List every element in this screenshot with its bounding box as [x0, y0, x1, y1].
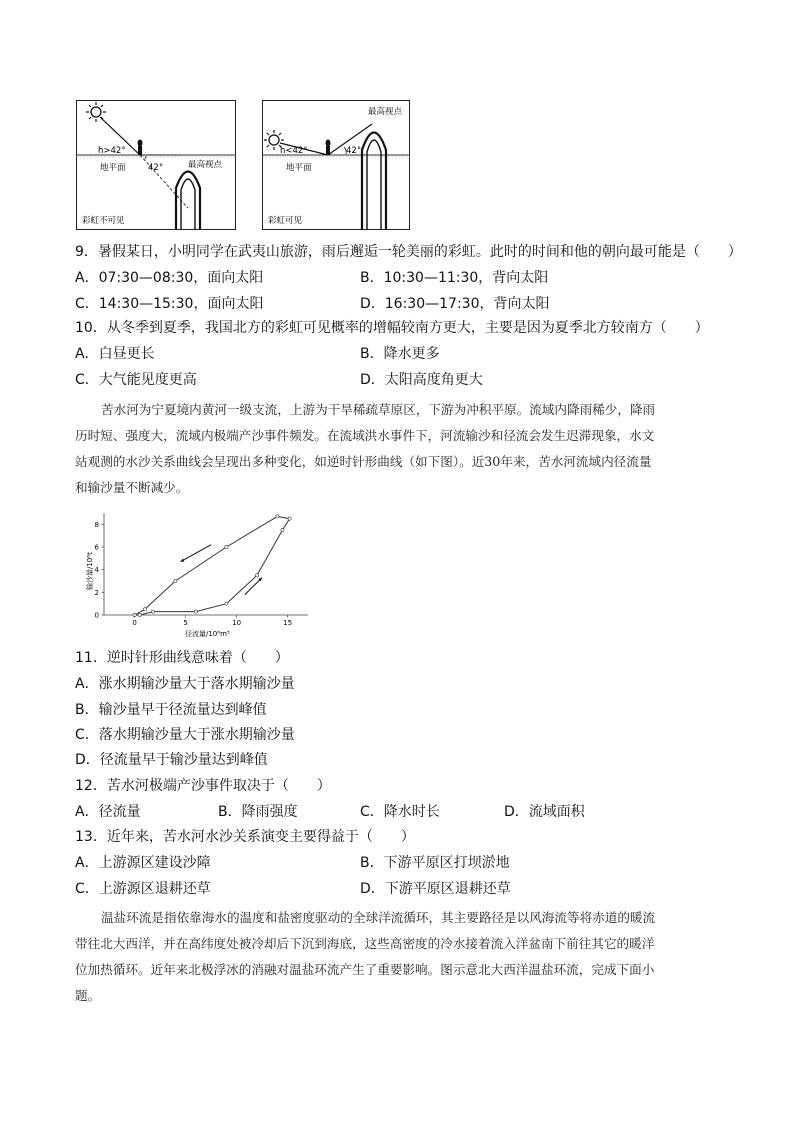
question-12-stem: 12．苦水河极端产沙事件取决于（ ） [75, 778, 331, 794]
top-view-label: 最高视点 [188, 160, 223, 170]
data-point [255, 574, 258, 577]
q12-option-a: A．径流量 [75, 804, 141, 820]
passage-line: 温盐环流是指依靠海水的温度和盐密度驱动的全球洋流循环，其主要路径是以风海流等将赤道的暖流 [101, 910, 656, 925]
data-point [138, 613, 141, 616]
h-angle-label: h<42° [280, 146, 308, 156]
figure-caption: 彩虹可见 [268, 216, 303, 226]
y-axis-label: 输沙量/10⁶t [86, 552, 94, 590]
data-point [225, 602, 228, 605]
q10-option-b: B．降水更多 [360, 346, 440, 362]
y-tick-label: 2 [94, 588, 99, 597]
h-angle-label: h>42° [98, 146, 126, 156]
sediment-runoff-chart [80, 505, 315, 640]
x-tick-label: 0 [132, 619, 137, 627]
q11-option-b: B．输沙量早于径流量达到峰值 [75, 702, 267, 718]
x-axis-label: 径流量/10⁶m³ [185, 630, 230, 638]
data-point [288, 517, 291, 520]
passage-line: 位加热循环。近年来北极浮冰的消融对温盐环流产生了重要影响。图示意北大西洋温盐环流，完成下面小 [75, 962, 655, 977]
q10-option-c: C．大气能见度更高 [75, 372, 197, 388]
rainbow-figure-invisible [76, 100, 236, 230]
q12-option-d: D．流域面积 [504, 804, 585, 820]
q12-option-c: C．降水时长 [360, 804, 440, 820]
passage-thermohaline [75, 905, 721, 1009]
q12-option-b: B．降雨强度 [218, 804, 298, 820]
observer-icon [326, 140, 331, 156]
passage-kushui-river [75, 397, 721, 501]
passage-line: 站观测的水沙关系曲线会呈现出多种变化，如逆时针形曲线（如下图）。近30年来，苦水河流域内径流量 [75, 454, 652, 469]
question-9-stem: 9．暑假某日，小明同学在武夷山旅游，雨后邂逅一轮美丽的彩虹。此时的时间和他的朝向最可能是（ ） [75, 244, 742, 260]
falling-arrow [181, 545, 212, 562]
y-tick-label: 6 [94, 543, 99, 552]
question-13-stem: 13．近年来，苦水河水沙关系演变主要得益于（ ） [75, 829, 415, 845]
passage-line: 历时短、强度大，流域内极端产沙事件频发。在流域洪水事件下，河流输沙和径流会发生迟滞现象，水文 [75, 428, 655, 443]
y-tick-label: 4 [94, 566, 99, 575]
q9-option-a: A．07:30—08:30，面向太阳 [75, 270, 264, 286]
data-point [194, 610, 197, 613]
question-11-stem: 11．逆时针形曲线意味着（ ） [75, 650, 289, 666]
figure-caption: 彩虹不可见 [82, 216, 125, 226]
top-view-label: 最高视点 [368, 107, 403, 117]
y-tick-label: 0 [94, 611, 99, 620]
q9-option-c: C．14:30—15:30，面向太阳 [75, 296, 264, 312]
q9-option-d: D．16:30—17:30，背向太阳 [360, 296, 550, 312]
data-point [133, 613, 136, 616]
passage-line: 和输沙量不断减少。 [75, 480, 189, 495]
data-point [225, 545, 228, 548]
q9-option-b: B．10:30—11:30，背向太阳 [360, 270, 549, 286]
q13-option-b: B．下游平原区打坝淤地 [360, 855, 510, 871]
q13-option-c: C．上游源区退耕还草 [75, 881, 211, 897]
observer-icon [138, 140, 143, 156]
q13-option-d: D．下游平原区退耕还草 [360, 881, 511, 897]
passage-line: 苦水河为宁夏境内黄河一级支流，上游为干旱稀疏草原区，下游为冲积平原。流域内降雨稀少，降雨 [101, 402, 656, 417]
y-tick-label: 8 [94, 520, 99, 529]
data-point [143, 608, 146, 611]
data-point [281, 528, 284, 531]
data-point [174, 579, 177, 582]
hysteresis-curve [135, 516, 290, 615]
q11-option-d: D．径流量早于输沙量达到峰值 [75, 752, 268, 768]
q11-option-a: A．涨水期输沙量大于落水期输沙量 [75, 676, 295, 692]
passage-line: 题。 [75, 988, 101, 1003]
data-point [151, 610, 154, 613]
q10-option-a: A．白昼更长 [75, 346, 155, 362]
ground-label: 地平面 [286, 163, 312, 173]
q13-option-a: A．上游源区建设沙障 [75, 855, 211, 871]
x-tick-label: 10 [232, 619, 242, 627]
q11-option-c: C．落水期输沙量大于涨水期输沙量 [75, 727, 295, 743]
question-10-stem: 10．从冬季到夏季，我国北方的彩虹可见概率的增幅较南方更大，主要是因为夏季北方较南方（ ） [75, 320, 709, 336]
angle-label: 42° [148, 163, 164, 173]
ground-label: 地平面 [100, 163, 126, 173]
q10-option-d: D．太阳高度角更大 [360, 372, 483, 388]
angle-label: 42° [346, 146, 362, 156]
passage-line: 带往北大西洋，并在高纬度处被冷却后下沉到海底，这些高密度的冷水接着流入洋盆南下前往其它的暖洋 [75, 936, 655, 951]
x-tick-label: 5 [183, 619, 188, 627]
x-tick-label: 15 [283, 619, 293, 627]
rising-arrow [245, 578, 262, 595]
rainbow-figure-visible [262, 100, 410, 230]
data-point [276, 515, 279, 518]
